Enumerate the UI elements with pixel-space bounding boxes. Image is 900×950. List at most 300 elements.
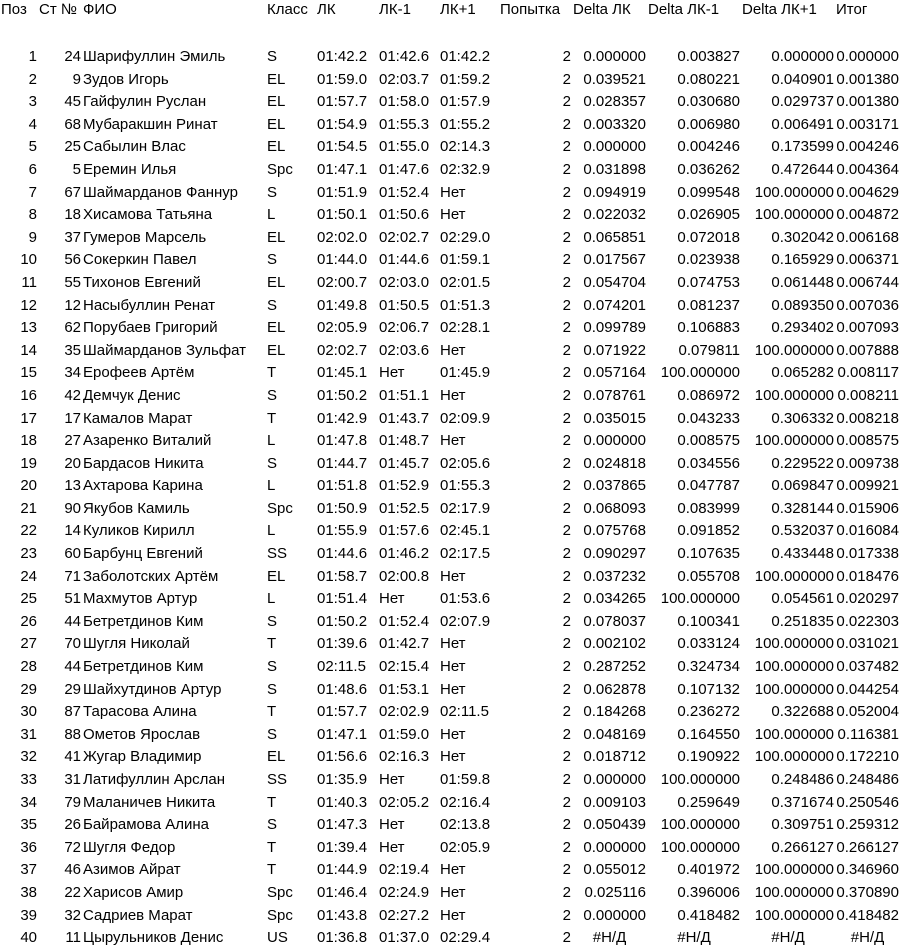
delta-lk-plus-1-cell: 0.371674 bbox=[771, 793, 834, 811]
class-cell: T bbox=[267, 861, 277, 879]
pos-cell: 20 bbox=[20, 477, 37, 495]
table-row bbox=[0, 91, 900, 114]
delta-lk-cell: 0.048169 bbox=[583, 725, 646, 743]
delta-lk-plus-1-cell: 100.000000 bbox=[754, 725, 834, 743]
lk-plus-1-cell: 02:14.3 bbox=[440, 138, 491, 156]
lk-cell: 01:57.7 bbox=[317, 93, 368, 111]
class-cell: EL bbox=[267, 341, 286, 359]
class-cell: SS bbox=[267, 545, 288, 563]
header-delta-lk-plus-1: Delta ЛК+1 bbox=[742, 1, 817, 18]
pos-cell: 37 bbox=[20, 861, 37, 879]
start-number-cell: 32 bbox=[64, 906, 81, 924]
delta-lk-minus-1-cell: 0.100341 bbox=[677, 612, 740, 630]
class-cell: SS bbox=[267, 771, 288, 788]
pos-cell: 10 bbox=[20, 251, 37, 269]
lk-plus-1-cell: Нет bbox=[440, 183, 466, 201]
table-row bbox=[0, 362, 900, 385]
table-row bbox=[0, 46, 900, 69]
name-cell: Шаймарданов Фаннур bbox=[83, 183, 238, 201]
class-cell: EL bbox=[267, 273, 286, 291]
lk-plus-1-cell: Нет bbox=[440, 386, 466, 404]
start-number-cell: 31 bbox=[64, 771, 81, 788]
pos-cell: 28 bbox=[20, 658, 37, 676]
total-cell: 0.250546 bbox=[836, 793, 899, 811]
attempt-cell: 2 bbox=[562, 658, 571, 676]
class-cell: L bbox=[267, 590, 276, 608]
class-cell: EL bbox=[267, 93, 286, 111]
start-number-cell: 60 bbox=[64, 545, 81, 563]
attempt-cell: 2 bbox=[562, 364, 571, 382]
start-number-cell: 56 bbox=[64, 251, 81, 269]
table-row bbox=[0, 114, 900, 137]
delta-lk-cell: 0.009103 bbox=[583, 793, 646, 811]
start-number-cell: 42 bbox=[64, 386, 81, 404]
class-cell: S bbox=[267, 725, 278, 743]
lk-plus-1-cell: 02:01.5 bbox=[440, 273, 491, 291]
delta-lk-plus-1-cell: 100.000000 bbox=[754, 386, 834, 404]
table-row bbox=[0, 633, 900, 656]
attempt-cell: 2 bbox=[562, 93, 571, 111]
delta-lk-cell: 0.002102 bbox=[583, 635, 646, 653]
attempt-cell: 2 bbox=[562, 612, 571, 630]
pos-cell: 33 bbox=[20, 771, 37, 788]
total-cell: 0.015906 bbox=[836, 499, 899, 517]
lk-plus-1-cell: 02:32.9 bbox=[440, 160, 491, 178]
delta-lk-cell: 0.000000 bbox=[583, 432, 646, 450]
table-row bbox=[0, 385, 900, 408]
table-row bbox=[0, 588, 900, 611]
header-delta-lk-minus-1: Delta ЛК-1 bbox=[648, 1, 720, 18]
delta-lk-minus-1-cell: 0.401972 bbox=[677, 861, 740, 879]
attempt-cell: 2 bbox=[562, 432, 571, 450]
total-cell: 0.017338 bbox=[836, 545, 899, 563]
table-row bbox=[0, 227, 900, 250]
name-cell: Шарифуллин Эмиль bbox=[83, 48, 226, 65]
start-number-cell: 22 bbox=[64, 883, 81, 901]
delta-lk-plus-1-cell: 0.322688 bbox=[771, 703, 834, 721]
name-cell: Бетретдинов Ким bbox=[83, 612, 204, 630]
pos-cell: 32 bbox=[20, 748, 37, 766]
name-cell: Гайфулин Руслан bbox=[83, 93, 207, 111]
attempt-cell: 2 bbox=[562, 160, 571, 178]
delta-lk-minus-1-cell: 0.026905 bbox=[677, 206, 740, 224]
lk-cell: 02:05.9 bbox=[317, 319, 368, 337]
name-cell: Шугля Федор bbox=[83, 838, 176, 856]
delta-lk-cell: 0.078761 bbox=[583, 386, 646, 404]
delta-lk-cell: 0.099789 bbox=[583, 319, 646, 337]
table-row bbox=[0, 814, 900, 837]
delta-lk-plus-1-cell: #Н/Д bbox=[771, 929, 805, 947]
lk-cell: 01:50.9 bbox=[317, 499, 368, 517]
delta-lk-plus-1-cell: 0.089350 bbox=[771, 296, 834, 314]
delta-lk-plus-1-cell: 0.229522 bbox=[771, 454, 834, 472]
start-number-cell: 24 bbox=[64, 48, 81, 65]
lk-minus-1-cell: 02:06.7 bbox=[379, 319, 430, 337]
delta-lk-cell: 0.000000 bbox=[583, 906, 646, 924]
name-cell: Жугар Владимир bbox=[83, 748, 202, 766]
spacer-cell bbox=[0, 19, 900, 46]
lk-minus-1-cell: Нет bbox=[379, 838, 405, 856]
lk-minus-1-cell: 01:55.3 bbox=[379, 115, 430, 133]
table-row bbox=[0, 69, 900, 92]
class-cell: Spc bbox=[267, 160, 293, 178]
lk-plus-1-cell: 02:28.1 bbox=[440, 319, 491, 337]
lk-plus-1-cell: 02:17.5 bbox=[440, 545, 491, 563]
class-cell: S bbox=[267, 183, 278, 201]
name-cell: Байрамова Алина bbox=[83, 816, 209, 834]
class-cell: T bbox=[267, 793, 277, 811]
lk-plus-1-cell: Нет bbox=[440, 883, 466, 901]
class-cell: EL bbox=[267, 70, 286, 88]
pos-cell: 25 bbox=[20, 590, 37, 608]
delta-lk-minus-1-cell: 0.004246 bbox=[677, 138, 740, 156]
attempt-cell: 2 bbox=[562, 748, 571, 766]
start-number-cell: 79 bbox=[64, 793, 81, 811]
delta-lk-plus-1-cell: 0.293402 bbox=[771, 319, 834, 337]
name-cell: Ахтарова Карина bbox=[83, 477, 203, 495]
lk-cell: 01:48.6 bbox=[317, 680, 368, 698]
lk-minus-1-cell: 01:50.5 bbox=[379, 296, 430, 314]
delta-lk-minus-1-cell: 0.033124 bbox=[677, 635, 740, 653]
name-cell: Хисамова Татьяна bbox=[83, 206, 213, 224]
delta-lk-minus-1-cell: 100.000000 bbox=[660, 364, 740, 382]
lk-minus-1-cell: 01:57.6 bbox=[379, 522, 430, 540]
start-number-cell: 88 bbox=[64, 725, 81, 743]
attempt-cell: 2 bbox=[562, 296, 571, 314]
pos-cell: 38 bbox=[20, 883, 37, 901]
delta-lk-cell: 0.039521 bbox=[583, 70, 646, 88]
table-row bbox=[0, 543, 900, 566]
lk-cell: 01:45.1 bbox=[317, 364, 368, 382]
lk-minus-1-cell: 02:02.7 bbox=[379, 228, 430, 246]
table-row bbox=[0, 272, 900, 295]
start-number-cell: 18 bbox=[64, 206, 81, 224]
delta-lk-plus-1-cell: 100.000000 bbox=[754, 680, 834, 698]
class-cell: L bbox=[267, 522, 276, 540]
lk-minus-1-cell: 01:44.6 bbox=[379, 251, 430, 269]
lk-plus-1-cell: 02:45.1 bbox=[440, 522, 491, 540]
lk-minus-1-cell: 02:02.9 bbox=[379, 703, 430, 721]
table-row bbox=[0, 204, 900, 227]
start-number-cell: 9 bbox=[72, 70, 81, 88]
start-number-cell: 45 bbox=[64, 93, 81, 111]
name-cell: Гумеров Марсель bbox=[83, 228, 207, 246]
class-cell: S bbox=[267, 48, 278, 65]
class-cell: US bbox=[267, 929, 288, 947]
table-row bbox=[0, 905, 900, 928]
name-cell: Барбунц Евгений bbox=[83, 545, 203, 563]
lk-plus-1-cell: 02:11.5 bbox=[440, 703, 489, 721]
total-cell: 0.259312 bbox=[836, 816, 899, 834]
pos-cell: 21 bbox=[20, 499, 37, 517]
delta-lk-minus-1-cell: 0.003827 bbox=[677, 48, 740, 65]
lk-cell: 01:44.6 bbox=[317, 545, 368, 563]
total-cell: 0.007036 bbox=[836, 296, 899, 314]
delta-lk-minus-1-cell: 0.190922 bbox=[677, 748, 740, 766]
lk-minus-1-cell: 02:03.0 bbox=[379, 273, 430, 291]
lk-minus-1-cell: 01:37.0 bbox=[379, 929, 430, 947]
pos-cell: 22 bbox=[20, 522, 37, 540]
class-cell: Spc bbox=[267, 883, 293, 901]
delta-lk-cell: 0.022032 bbox=[583, 206, 646, 224]
class-cell: T bbox=[267, 635, 277, 653]
header-start-number: Ст № bbox=[39, 1, 77, 18]
lk-cell: 02:11.5 bbox=[317, 658, 366, 676]
lk-minus-1-cell: 01:58.0 bbox=[379, 93, 430, 111]
total-cell: 0.007888 bbox=[836, 341, 899, 359]
lk-minus-1-cell: 01:45.7 bbox=[379, 454, 430, 472]
table-row bbox=[0, 724, 900, 747]
delta-lk-plus-1-cell: 0.000000 bbox=[771, 48, 834, 65]
pos-cell: 3 bbox=[28, 93, 37, 111]
name-cell: Куликов Кирилл bbox=[83, 522, 195, 540]
attempt-cell: 2 bbox=[562, 567, 571, 585]
attempt-cell: 2 bbox=[562, 545, 571, 563]
start-number-cell: 29 bbox=[64, 680, 81, 698]
delta-lk-minus-1-cell: 0.081237 bbox=[677, 296, 740, 314]
attempt-cell: 2 bbox=[562, 273, 571, 291]
delta-lk-plus-1-cell: 0.006491 bbox=[771, 115, 834, 133]
lk-cell: 02:02.0 bbox=[317, 228, 368, 246]
pos-cell: 9 bbox=[28, 228, 37, 246]
attempt-cell: 2 bbox=[562, 48, 571, 65]
lk-cell: 01:54.9 bbox=[317, 115, 368, 133]
lk-minus-1-cell: 01:53.1 bbox=[379, 680, 430, 698]
lk-cell: 01:49.8 bbox=[317, 296, 368, 314]
delta-lk-minus-1-cell: 100.000000 bbox=[660, 838, 740, 856]
delta-lk-cell: 0.024818 bbox=[583, 454, 646, 472]
lk-minus-1-cell: 02:24.9 bbox=[379, 883, 430, 901]
total-cell: 0.006744 bbox=[836, 273, 899, 291]
delta-lk-cell: 0.025116 bbox=[584, 883, 646, 901]
pos-cell: 40 bbox=[20, 929, 37, 947]
attempt-cell: 2 bbox=[562, 771, 571, 788]
table-row bbox=[0, 520, 900, 543]
attempt-cell: 2 bbox=[562, 115, 571, 133]
name-cell: Порубаев Григорий bbox=[83, 319, 218, 337]
table-row bbox=[0, 317, 900, 340]
pos-cell: 12 bbox=[20, 296, 37, 314]
delta-lk-cell: 0.075768 bbox=[583, 522, 646, 540]
lk-cell: 01:42.2 bbox=[317, 48, 368, 65]
lk-cell: 02:00.7 bbox=[317, 273, 368, 291]
lk-plus-1-cell: 01:59.1 bbox=[440, 251, 491, 269]
total-cell: 0.008211 bbox=[837, 386, 899, 404]
lk-cell: 01:54.5 bbox=[317, 138, 368, 156]
lk-cell: 01:55.9 bbox=[317, 522, 368, 540]
start-number-cell: 44 bbox=[64, 658, 81, 676]
class-cell: S bbox=[267, 251, 278, 269]
pos-cell: 30 bbox=[20, 703, 37, 721]
start-number-cell: 35 bbox=[64, 341, 81, 359]
delta-lk-minus-1-cell: 0.034556 bbox=[677, 454, 740, 472]
total-cell: 0.006168 bbox=[836, 228, 899, 246]
total-cell: 0.022303 bbox=[836, 612, 899, 630]
delta-lk-cell: 0.078037 bbox=[583, 612, 646, 630]
start-number-cell: 26 bbox=[64, 816, 81, 834]
start-number-cell: 13 bbox=[64, 477, 81, 495]
name-cell: Азаренко Виталий bbox=[83, 432, 212, 450]
start-number-cell: 14 bbox=[64, 522, 81, 540]
class-cell: S bbox=[267, 658, 278, 676]
delta-lk-cell: 0.017567 bbox=[583, 251, 646, 269]
lk-minus-1-cell: 02:05.2 bbox=[379, 793, 430, 811]
name-cell: Мубаракшин Ринат bbox=[83, 115, 218, 133]
name-cell: Зудов Игорь bbox=[83, 70, 169, 88]
delta-lk-minus-1-cell: 0.074753 bbox=[677, 273, 740, 291]
attempt-cell: 2 bbox=[562, 590, 571, 608]
table-row bbox=[0, 859, 900, 882]
start-number-cell: 37 bbox=[64, 228, 81, 246]
lk-minus-1-cell: 02:19.4 bbox=[379, 861, 430, 879]
name-cell: Якубов Камиль bbox=[83, 499, 190, 517]
delta-lk-minus-1-cell: 0.055708 bbox=[677, 567, 740, 585]
delta-lk-plus-1-cell: 100.000000 bbox=[754, 906, 834, 924]
delta-lk-minus-1-cell: 0.106883 bbox=[677, 319, 740, 337]
delta-lk-cell: 0.031898 bbox=[583, 160, 646, 178]
lk-cell: 01:47.1 bbox=[317, 160, 368, 178]
lk-plus-1-cell: Нет bbox=[440, 658, 466, 676]
lk-cell: 01:57.7 bbox=[317, 703, 368, 721]
total-cell: 0.418482 bbox=[836, 906, 899, 924]
delta-lk-cell: 0.000000 bbox=[583, 771, 646, 788]
pos-cell: 1 bbox=[28, 48, 37, 65]
attempt-cell: 2 bbox=[562, 319, 571, 337]
class-cell: EL bbox=[267, 228, 286, 246]
attempt-cell: 2 bbox=[562, 635, 571, 653]
attempt-cell: 2 bbox=[562, 409, 571, 427]
total-cell: 0.003171 bbox=[836, 115, 899, 133]
lk-cell: 01:51.8 bbox=[317, 477, 368, 495]
lk-cell: 01:50.2 bbox=[317, 386, 368, 404]
delta-lk-minus-1-cell: 0.072018 bbox=[677, 228, 740, 246]
delta-lk-cell: 0.000000 bbox=[583, 48, 646, 65]
lk-plus-1-cell: Нет bbox=[440, 861, 466, 879]
lk-minus-1-cell: 01:42.7 bbox=[379, 635, 430, 653]
delta-lk-minus-1-cell: 0.080221 bbox=[677, 70, 740, 88]
lk-plus-1-cell: 01:51.3 bbox=[440, 296, 491, 314]
attempt-cell: 2 bbox=[562, 477, 571, 495]
delta-lk-cell: 0.003320 bbox=[583, 115, 646, 133]
pos-cell: 4 bbox=[28, 115, 37, 133]
lk-minus-1-cell: 01:59.0 bbox=[379, 725, 430, 743]
name-cell: Маланичев Никита bbox=[83, 793, 216, 811]
lk-cell: 01:39.6 bbox=[317, 635, 368, 653]
attempt-cell: 2 bbox=[562, 183, 571, 201]
total-cell: 0.370890 bbox=[836, 883, 899, 901]
attempt-cell: 2 bbox=[562, 386, 571, 404]
lk-minus-1-cell: 01:48.7 bbox=[379, 432, 430, 450]
delta-lk-plus-1-cell: 0.065282 bbox=[771, 364, 834, 382]
pos-cell: 19 bbox=[20, 454, 37, 472]
header-lk: ЛК bbox=[317, 1, 336, 18]
name-cell: Цырульников Денис bbox=[83, 929, 224, 947]
table-row bbox=[0, 656, 900, 679]
class-cell: L bbox=[267, 477, 276, 495]
lk-plus-1-cell: 02:29.0 bbox=[440, 228, 491, 246]
name-cell: Латифуллин Арслан bbox=[83, 771, 226, 788]
total-cell: 0.007093 bbox=[836, 319, 899, 337]
class-cell: S bbox=[267, 454, 278, 472]
name-cell: Сабылин Влас bbox=[83, 138, 186, 156]
name-cell: Камалов Марат bbox=[83, 409, 193, 427]
pos-cell: 34 bbox=[20, 793, 37, 811]
delta-lk-plus-1-cell: 0.328144 bbox=[771, 499, 834, 517]
lk-minus-1-cell: 01:50.6 bbox=[379, 206, 430, 224]
start-number-cell: 11 bbox=[65, 929, 81, 947]
name-cell: Шайхутдинов Артур bbox=[83, 680, 222, 698]
delta-lk-plus-1-cell: 0.251835 bbox=[771, 612, 834, 630]
attempt-cell: 2 bbox=[562, 703, 571, 721]
attempt-cell: 2 bbox=[562, 70, 571, 88]
header-lk-minus-1: ЛК-1 bbox=[379, 1, 411, 18]
delta-lk-plus-1-cell: 100.000000 bbox=[754, 635, 834, 653]
lk-minus-1-cell: 02:00.8 bbox=[379, 567, 430, 585]
lk-cell: 01:44.0 bbox=[317, 251, 368, 269]
delta-lk-cell: 0.094919 bbox=[583, 183, 646, 201]
class-cell: EL bbox=[267, 567, 286, 585]
attempt-cell: 2 bbox=[562, 341, 571, 359]
header-class: Класс bbox=[267, 1, 308, 18]
total-cell: 0.004246 bbox=[836, 138, 899, 156]
results-body bbox=[0, 46, 900, 950]
start-number-cell: 90 bbox=[64, 499, 81, 517]
delta-lk-minus-1-cell: 0.079811 bbox=[678, 341, 740, 359]
delta-lk-minus-1-cell: 0.236272 bbox=[677, 703, 740, 721]
lk-cell: 01:43.8 bbox=[317, 906, 368, 924]
header-pos: Поз bbox=[1, 1, 27, 18]
delta-lk-plus-1-cell: 0.029737 bbox=[771, 93, 834, 111]
start-number-cell: 70 bbox=[64, 635, 81, 653]
attempt-cell: 2 bbox=[562, 522, 571, 540]
pos-cell: 39 bbox=[20, 906, 37, 924]
delta-lk-minus-1-cell: 0.006980 bbox=[677, 115, 740, 133]
header-lk-plus-1: ЛК+1 bbox=[440, 1, 476, 18]
lk-cell: 01:47.8 bbox=[317, 432, 368, 450]
table-row bbox=[0, 340, 900, 363]
lk-minus-1-cell: 01:52.4 bbox=[379, 612, 430, 630]
lk-cell: 01:47.3 bbox=[317, 816, 368, 834]
table-row bbox=[0, 182, 900, 205]
total-cell: 0.006371 bbox=[836, 251, 899, 269]
lk-cell: 01:44.9 bbox=[317, 861, 368, 879]
lk-plus-1-cell: 02:09.9 bbox=[440, 409, 491, 427]
total-cell: 0.020297 bbox=[836, 590, 899, 608]
total-cell: 0.004364 bbox=[836, 160, 899, 178]
total-cell: 0.044254 bbox=[836, 680, 899, 698]
pos-cell: 5 bbox=[28, 138, 37, 156]
lk-plus-1-cell: Нет bbox=[440, 906, 466, 924]
delta-lk-minus-1-cell: 0.107635 bbox=[677, 545, 740, 563]
delta-lk-plus-1-cell: 0.306332 bbox=[771, 409, 834, 427]
delta-lk-cell: 0.287252 bbox=[583, 658, 646, 676]
pos-cell: 31 bbox=[20, 725, 37, 743]
start-number-cell: 46 bbox=[64, 861, 81, 879]
delta-lk-plus-1-cell: 0.173599 bbox=[771, 138, 834, 156]
lk-cell: 01:59.0 bbox=[317, 70, 368, 88]
class-cell: T bbox=[267, 409, 277, 427]
header-delta-lk: Delta ЛК bbox=[573, 1, 631, 18]
delta-lk-plus-1-cell: 100.000000 bbox=[754, 206, 834, 224]
lk-minus-1-cell: Нет bbox=[379, 590, 405, 608]
total-cell: 0.018476 bbox=[836, 567, 899, 585]
name-cell: Еремин Илья bbox=[83, 160, 177, 178]
total-cell: 0.266127 bbox=[836, 838, 899, 856]
delta-lk-minus-1-cell: #Н/Д bbox=[677, 929, 711, 947]
table-row bbox=[0, 136, 900, 159]
start-number-cell: 71 bbox=[64, 567, 81, 585]
delta-lk-plus-1-cell: 0.433448 bbox=[771, 545, 834, 563]
